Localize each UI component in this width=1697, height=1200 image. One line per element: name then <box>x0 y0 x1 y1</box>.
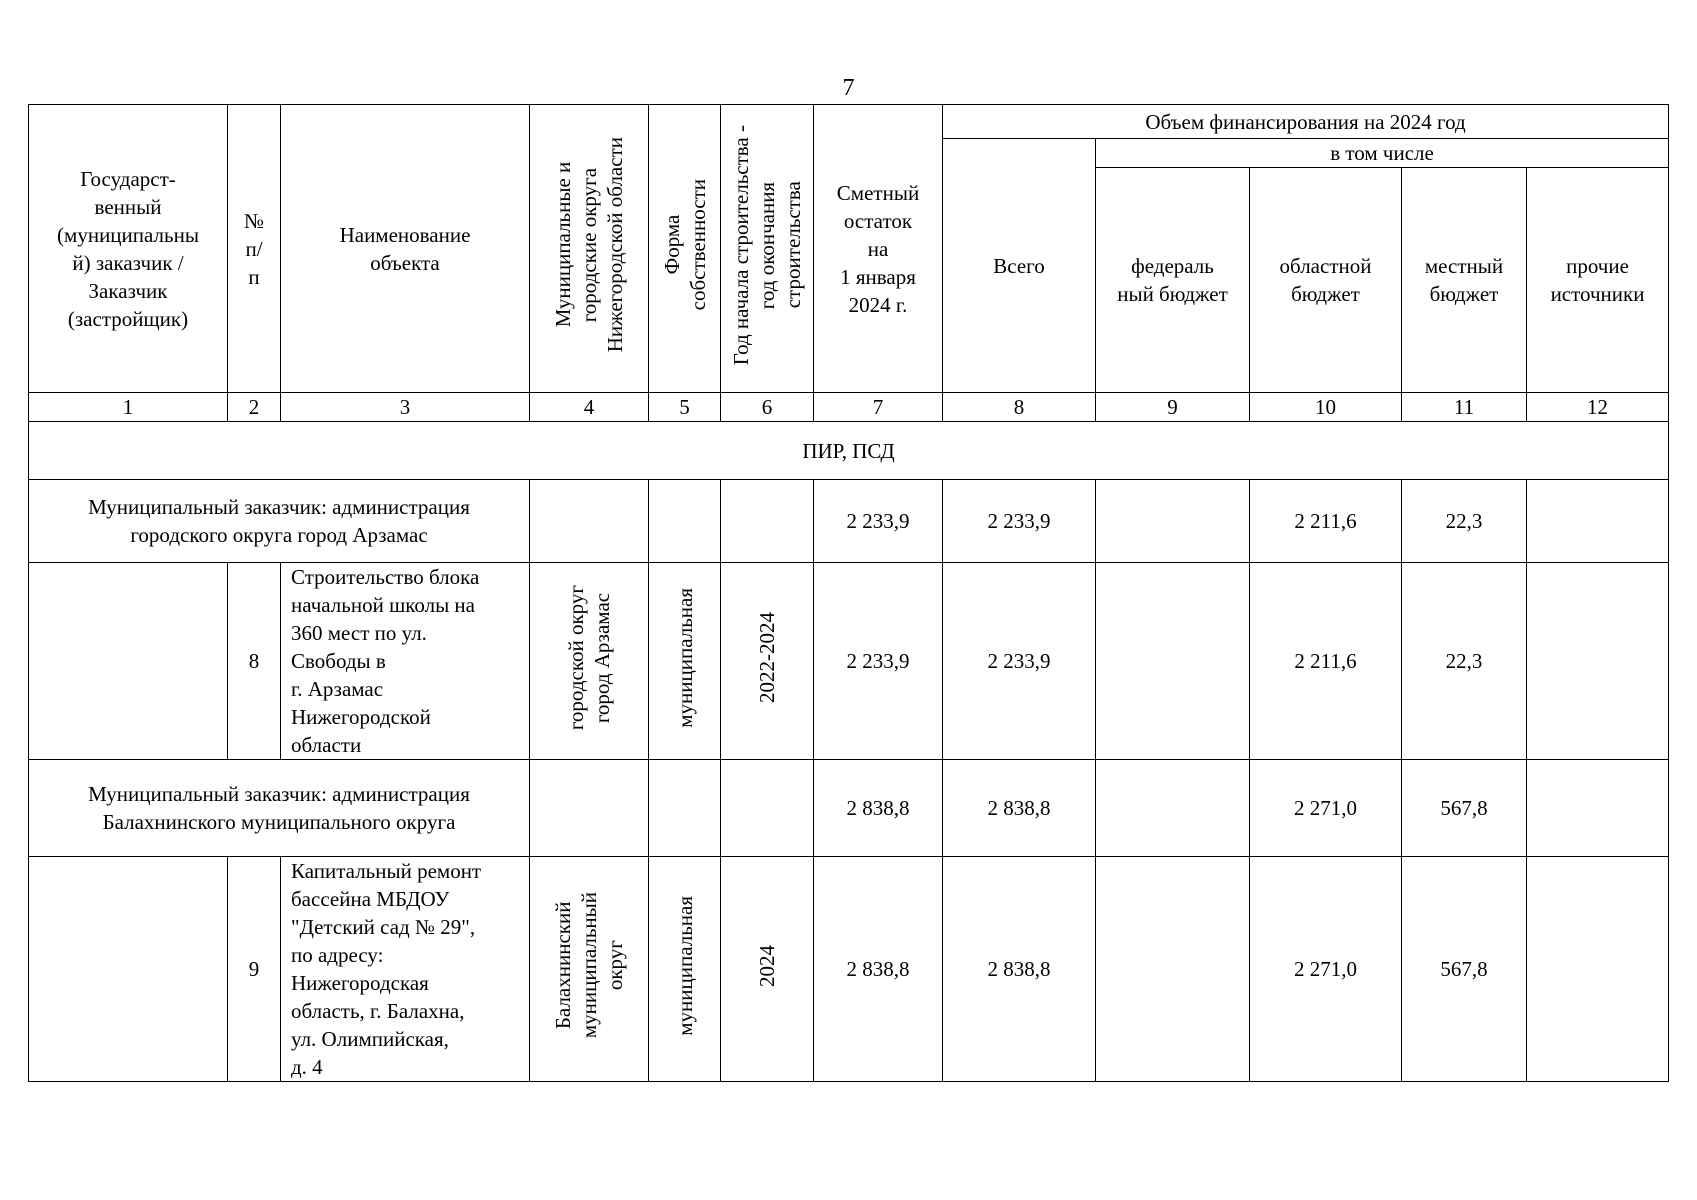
header-local: местный бюджет <box>1402 168 1527 393</box>
header-years-cell <box>721 105 814 393</box>
section-title: ПИР, ПСД <box>29 422 1669 480</box>
column-number: 4 <box>530 393 649 422</box>
empty-cell <box>29 857 228 1082</box>
column-number: 6 <box>721 393 814 422</box>
page-number: 7 <box>842 75 855 101</box>
item-ownership: муниципальная <box>672 895 697 1036</box>
local-value: 22,3 <box>1402 480 1527 563</box>
section-row <box>29 422 1669 480</box>
column-number: 11 <box>1402 393 1527 422</box>
object-row <box>29 563 1669 760</box>
empty-cell <box>649 760 721 857</box>
federal-value <box>1096 563 1250 760</box>
federal-value <box>1096 760 1250 857</box>
federal-value <box>1096 480 1250 563</box>
other-value <box>1527 480 1669 563</box>
header-regional: областной бюджет <box>1250 168 1402 393</box>
item-name: Капитальный ремонт бассейна МБДОУ "Детский сад № 29", по адресу: Нижегородская область, г. Балахна, ул. Олимпийская, д. 4 <box>281 857 530 1082</box>
financing-table <box>28 104 1669 1082</box>
estimate-value: 2 838,8 <box>814 857 943 1082</box>
column-number: 1 <box>29 393 228 422</box>
empty-cell <box>721 760 814 857</box>
total-value: 2 838,8 <box>943 857 1096 1082</box>
item-name: Строительство блока начальной школы на 360 мест по ул. Свободы в г. Арзамас Нижегородской области <box>281 563 530 760</box>
column-number: 10 <box>1250 393 1402 422</box>
column-number: 2 <box>228 393 281 422</box>
header-ownership: Форма собственности <box>659 179 710 311</box>
total-value: 2 233,9 <box>943 563 1096 760</box>
local-value: 22,3 <box>1402 563 1527 760</box>
column-number: 9 <box>1096 393 1250 422</box>
estimate-value: 2 233,9 <box>814 563 943 760</box>
item-district-cell <box>530 563 649 760</box>
customer-name: Муниципальный заказчик: администрация Балахнинского муниципального округа <box>29 760 530 857</box>
item-district: городской округ город Арзамас <box>564 584 614 731</box>
item-district: Балахнинский муниципальный округ <box>551 892 627 1039</box>
item-ownership-cell <box>649 857 721 1082</box>
empty-cell <box>530 760 649 857</box>
customer-row <box>29 760 1669 857</box>
column-number: 8 <box>943 393 1096 422</box>
header-other: прочие источники <box>1527 168 1669 393</box>
header-including: в том числе <box>1096 139 1669 168</box>
regional-value: 2 271,0 <box>1250 857 1402 1082</box>
header-customer: Государст- венный (муниципальны й) заказчик / Заказчик (застройщик) <box>29 105 228 393</box>
header-row-1 <box>29 105 1669 139</box>
column-number: 5 <box>649 393 721 422</box>
item-years: 2024 <box>755 944 779 987</box>
empty-cell <box>649 480 721 563</box>
item-years: 2022-2024 <box>755 612 779 703</box>
header-estimate: Сметный остаток на 1 января 2024 г. <box>814 105 943 393</box>
object-row <box>29 857 1669 1082</box>
estimate-value: 2 233,9 <box>814 480 943 563</box>
item-number: 8 <box>228 563 281 760</box>
header-ownership-cell <box>649 105 721 393</box>
empty-cell <box>530 480 649 563</box>
header-federal: федераль ный бюджет <box>1096 168 1250 393</box>
other-value <box>1527 857 1669 1082</box>
item-district-cell <box>530 857 649 1082</box>
local-value: 567,8 <box>1402 857 1527 1082</box>
regional-value: 2 211,6 <box>1250 563 1402 760</box>
other-value <box>1527 563 1669 760</box>
header-total: Всего <box>943 139 1096 393</box>
customer-name: Муниципальный заказчик: администрация городского округа город Арзамас <box>29 480 530 563</box>
header-object-name: Наименование объекта <box>281 105 530 393</box>
column-numbers-row <box>29 393 1669 422</box>
regional-value: 2 271,0 <box>1250 760 1402 857</box>
item-ownership: муниципальная <box>672 587 697 728</box>
empty-cell <box>721 480 814 563</box>
column-number: 12 <box>1527 393 1669 422</box>
header-district-cell <box>530 105 649 393</box>
item-ownership-cell <box>649 563 721 760</box>
header-years: Год начала строительства - год окончания строительства <box>729 124 805 366</box>
federal-value <box>1096 857 1250 1082</box>
total-value: 2 233,9 <box>943 480 1096 563</box>
item-years-cell <box>721 857 814 1082</box>
header-district: Муниципальные и городские округа Нижегородской области <box>551 137 627 353</box>
header-funding-title: Объем финансирования на 2024 год <box>943 105 1669 139</box>
header-number: № п/ п <box>228 105 281 393</box>
local-value: 567,8 <box>1402 760 1527 857</box>
total-value: 2 838,8 <box>943 760 1096 857</box>
item-number: 9 <box>228 857 281 1082</box>
customer-row <box>29 480 1669 563</box>
empty-cell <box>29 563 228 760</box>
column-number: 3 <box>281 393 530 422</box>
item-years-cell <box>721 563 814 760</box>
other-value <box>1527 760 1669 857</box>
column-number: 7 <box>814 393 943 422</box>
estimate-value: 2 838,8 <box>814 760 943 857</box>
regional-value: 2 211,6 <box>1250 480 1402 563</box>
